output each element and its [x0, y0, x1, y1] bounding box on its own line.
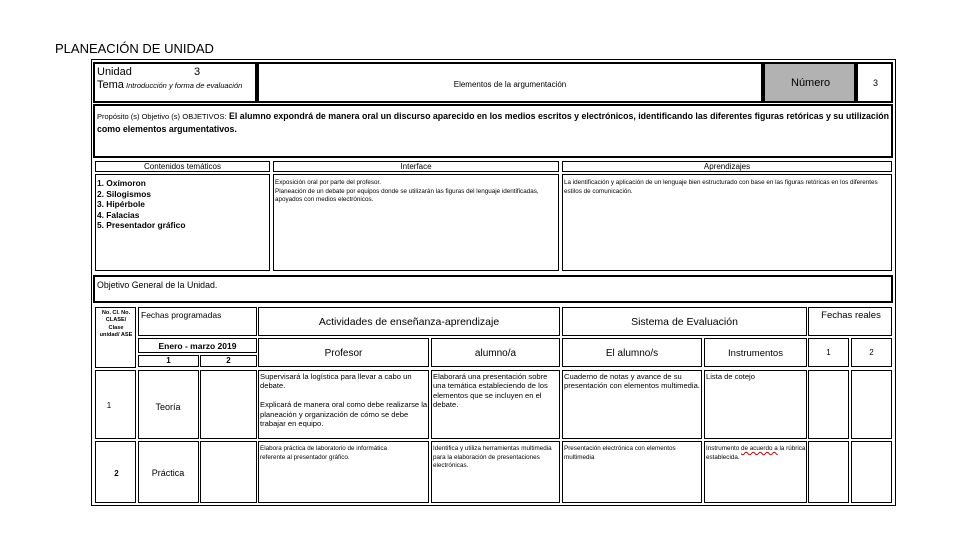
fecha-col-2-header: [200, 355, 257, 367]
row1-real2: [851, 370, 892, 439]
aprendizajes-header: [562, 161, 892, 172]
fecha-col-1-header: [138, 355, 199, 367]
row1-profesor-text: Supervisará la logística para llevar a cabo un debate. Explicará de manera oral como debe realizarse la planeación y organización de cómo se debe trabajar en equipo.: [260, 372, 428, 429]
row1-real1: [808, 370, 849, 439]
list-item: 2. Silogismos: [97, 188, 151, 199]
no-clase-label: No. Cl. No. CLASE/ Clase unidad/ ASE: [99, 310, 133, 339]
fechas-programadas-header: [138, 307, 257, 336]
fechas-programadas-label: Fechas programadas: [141, 310, 222, 320]
alumno-label: alumno/a: [474, 348, 517, 359]
numero-value: 3: [873, 78, 879, 88]
instrumentos-label: Instrumentos: [728, 348, 783, 359]
aprendizajes-header-label: Aprendizajes: [703, 162, 751, 171]
row1-alumno: [431, 370, 560, 439]
sistema-header: [562, 307, 807, 336]
objetivo-general-box: [93, 275, 893, 303]
row2-real2: [851, 441, 892, 503]
unidad-value: 3: [194, 66, 201, 78]
row2-tipo: [138, 441, 199, 503]
no-clase-header: [95, 307, 136, 368]
proposito-text: [97, 110, 892, 135]
row1-tipo: [138, 370, 199, 439]
page-title: PLANEACIÓN DE UNIDAD: [55, 41, 214, 56]
row2-num: [95, 441, 136, 503]
contenidos-header: [95, 161, 270, 172]
objetivo-general-label: Objetivo General de la Unidad.: [97, 280, 218, 290]
unidad-label: Unidad: [97, 66, 132, 78]
el-alumno-header: [562, 338, 702, 367]
row1-instrumentos: [704, 370, 807, 439]
interface-header: [273, 161, 559, 172]
real-col-1-header: [808, 338, 849, 367]
row1-instrumentos-text: Lista de cotejo: [706, 372, 755, 381]
row2-num-label: 2: [114, 469, 119, 478]
row2-alumno-text: Identifica y utiliza herramientas multimedia para la elaboración de presentaciones electrónicas.: [433, 445, 552, 470]
interface-header-label: Interface: [400, 162, 432, 171]
row2-instrumentos: [704, 441, 807, 503]
fechas-reales-header: [808, 307, 892, 336]
proposito-box: [93, 104, 893, 158]
objetivos-label: OBJETIVOS:: [182, 112, 227, 121]
numero-box: [763, 62, 856, 103]
profesor-label: Profesor: [324, 348, 363, 359]
row2-el-alumno: [562, 441, 702, 503]
row2-real1: [808, 441, 849, 503]
elementos-title: Elementos de la argumentación: [453, 80, 567, 89]
list-item: 1. Oxímoron: [97, 178, 146, 188]
real-col-2-header: [851, 338, 892, 367]
fechas-reales-label: Fechas reales: [821, 310, 881, 321]
list-item: 3. Hipérbole: [97, 199, 145, 210]
objetivo-statement: El alumno expondrá de manera oral un discurso aparecido en los medios escritos y electrónicos, identificando las diferentes figuras retóricas y su utilización como elementos argumentativos.: [97, 111, 890, 134]
row2-instrumentos-c: la rúbrica establecida.: [706, 445, 806, 461]
row1-fecha2: [200, 370, 257, 439]
periodo-label: Enero - marzo 2019: [158, 341, 237, 351]
row2-el-alumno-text: Presentación electrónica con elementos multimedia: [564, 445, 676, 461]
aprendizajes-body: [562, 174, 892, 271]
fecha-col-1-label: 1: [166, 356, 171, 365]
real-col-2-label: 2: [869, 348, 874, 357]
row1-el-alumno: [562, 370, 702, 439]
row1-num-label: 1: [106, 401, 112, 410]
row2-instrumentos-text: [706, 445, 806, 462]
row2-alumno: [431, 441, 560, 503]
row2-instrumentos-a: Instrumento: [706, 445, 740, 452]
profesor-header: [258, 338, 429, 367]
actividades-label: Actividades de enseñanza-aprendizaje: [318, 316, 500, 328]
unidad-box: [93, 62, 257, 103]
row1-el-alumno-text: Cuaderno de notas y avance de su presentación con elementos multimedia.: [564, 372, 700, 391]
aprendizajes-text: La identificación y aplicación de un lenguaje bien estructurado con base en las figuras retóricas en los diferentes estilos de comunicación.: [564, 179, 878, 195]
numero-label: Número: [791, 77, 831, 89]
contenidos-header-label: Contenidos temáticos: [144, 162, 221, 171]
row2-fecha2: [200, 441, 257, 503]
row2-instrumentos-b: de acuerdo a: [741, 445, 778, 452]
interface-body: [273, 174, 559, 271]
row1-alumno-text: Elaborará una presentación sobre una temática estableciendo de los elementos que se incluyen en el debate.: [433, 372, 548, 410]
row2-tipo-label: Práctica: [151, 468, 185, 478]
row1-tipo-label: Teoría: [155, 402, 181, 412]
el-alumno-label: El alumno/s: [605, 348, 659, 359]
numero-value-box: [856, 62, 893, 103]
contenidos-list: [97, 178, 185, 231]
tema-value: Introducción y forma de evaluación: [126, 81, 243, 90]
instrumentos-header: [704, 338, 807, 367]
sistema-label: Sistema de Evaluación: [631, 316, 738, 328]
row2-profesor: [258, 441, 429, 503]
proposito-label: Propósito (s) Objetivo (s): [97, 112, 180, 121]
list-item: 5. Presentador gráfico: [97, 220, 186, 231]
fecha-col-2-label: 2: [226, 356, 231, 365]
interface-text: Exposición oral por parte del profesor. Planeación de un debate por equipos donde se utilizarán las figuras del lenguaje identificadas, apoyados con medios electrónicos.: [275, 179, 539, 204]
tema-label: Tema: [97, 79, 124, 91]
contenidos-body: [95, 174, 270, 271]
periodo-cell: [138, 338, 257, 353]
alumno-header: [431, 338, 560, 367]
row1-num: [95, 370, 136, 439]
real-col-1-label: 1: [826, 348, 831, 357]
elementos-box: [257, 62, 763, 103]
row2-profesor-text: Elabora práctica de laboratorio de informática referente al presentador gráfico.: [260, 445, 388, 461]
actividades-header: [258, 307, 560, 336]
row1-profesor: [258, 370, 429, 439]
list-item: 4. Falacias: [97, 209, 140, 220]
